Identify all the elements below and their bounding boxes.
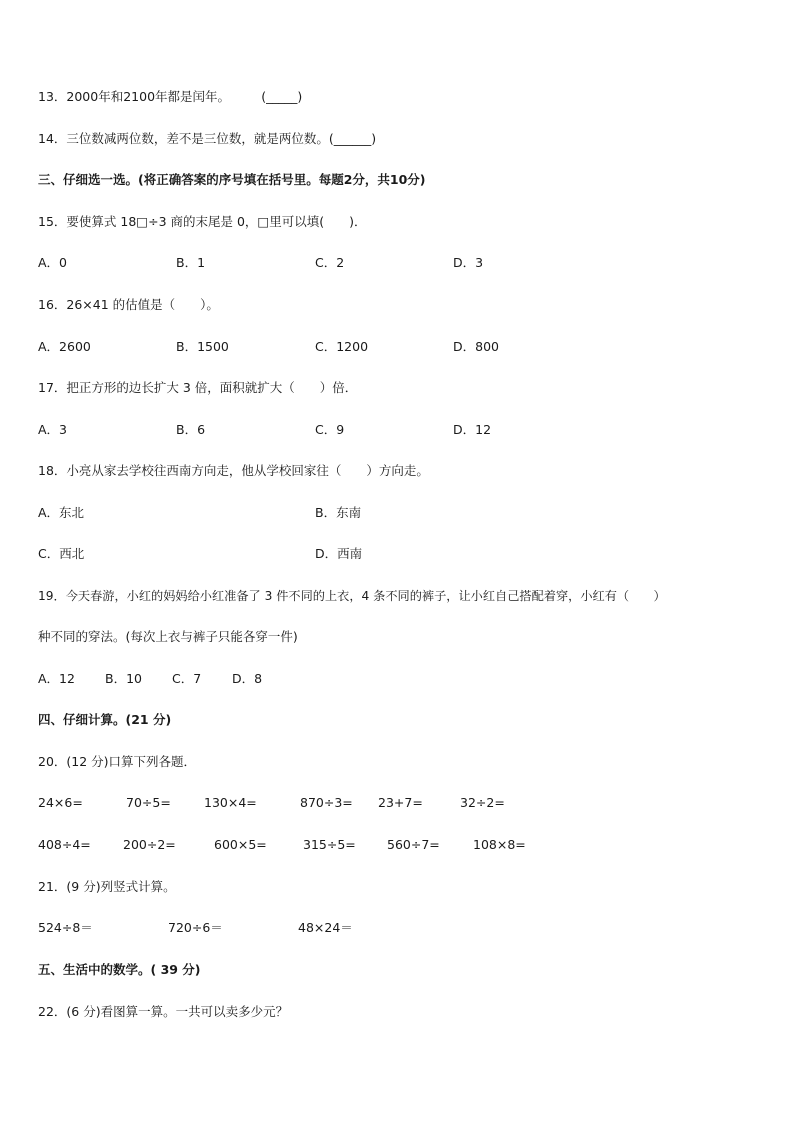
q16-option-d: D．800 [453, 339, 499, 354]
q15-option-a: A．0 [38, 255, 68, 270]
q21-item: 48×24＝ [298, 920, 353, 935]
question-15-stem: 15．要使算式 18□÷3 商的末尾是 0，□里可以填( )． [38, 214, 367, 229]
q17-option-a: A．3 [38, 422, 68, 437]
q18-option-d: D．西南 [315, 546, 363, 561]
section-4-heading: 四、仔细计算。(21 分) [38, 712, 172, 727]
question-14: 14．三位数减两位数，差不是三位数，就是两位数。(______) [38, 131, 377, 146]
question-20-stem: 20．(12 分)口算下列各题． [38, 754, 197, 769]
question-22-stem: 22．(6 分)看图算一算。一共可以卖多少元？ [38, 1004, 289, 1019]
q18-option-a: A．东北 [38, 505, 85, 520]
q20-row1-item: 32÷2= [460, 795, 505, 810]
q20-row2-item: 315÷5= [303, 837, 356, 852]
question-21-stem: 21．(9 分)列竖式计算。 [38, 879, 176, 894]
section-5-heading: 五、生活中的数学。( 39 分) [38, 962, 201, 977]
question-13: 13．2000年和2100年都是闰年。 (_____) [38, 89, 303, 104]
q20-row1-item: 23+7= [378, 795, 423, 810]
q16-option-b: B．1500 [176, 339, 229, 354]
q19-option-b: B．10 [105, 671, 142, 686]
q20-row2-item: 600×5= [214, 837, 267, 852]
q20-row2-item: 408÷4= [38, 837, 91, 852]
q19-option-a: A．12 [38, 671, 75, 686]
question-19-stem-line1: 19．今天春游，小红的妈妈给小红准备了 3 件不同的上衣，4 条不同的裤子，让小红自己搭配着穿，小红有（ ） [38, 589, 666, 603]
q15-option-c: C．2 [315, 255, 345, 270]
q20-row1-item: 24×6= [38, 795, 83, 810]
q17-option-d: D．12 [453, 422, 492, 437]
q15-option-b: B．1 [176, 255, 206, 270]
question-17-stem: 17．把正方形的边长扩大 3 倍，面积就扩大（ ）倍． [38, 380, 358, 395]
q18-option-c: C．西北 [38, 546, 85, 561]
q20-row1-item: 870÷3= [300, 795, 353, 810]
question-16-stem: 16．26×41 的估值是（ ）。 [38, 297, 219, 312]
q20-row1-item: 130×4= [204, 795, 257, 810]
question-19-stem-line2: 种不同的穿法。(每次上衣与裤子只能各穿一件) [38, 629, 298, 644]
q17-option-b: B．6 [176, 422, 206, 437]
q20-row1-item: 70÷5= [126, 795, 171, 810]
q15-option-d: D．3 [453, 255, 484, 270]
section-3-heading: 三、仔细选一选。(将正确答案的序号填在括号里。每题2分，共10分) [38, 172, 426, 187]
q16-option-a: A．2600 [38, 339, 91, 354]
q19-option-c: C．7 [172, 671, 202, 686]
q16-option-c: C．1200 [315, 339, 369, 354]
q21-item: 524÷8＝ [38, 920, 93, 935]
q21-item: 720÷6＝ [168, 920, 223, 935]
q17-option-c: C．9 [315, 422, 345, 437]
q20-row2-item: 560÷7= [387, 837, 440, 852]
question-18-stem: 18．小亮从家去学校往西南方向走，他从学校回家往（ ）方向走。 [38, 463, 429, 478]
q18-option-b: B．东南 [315, 505, 362, 520]
q20-row2-item: 108×8= [473, 837, 526, 852]
q20-row2-item: 200÷2= [123, 837, 176, 852]
q19-option-d: D．8 [232, 671, 263, 686]
